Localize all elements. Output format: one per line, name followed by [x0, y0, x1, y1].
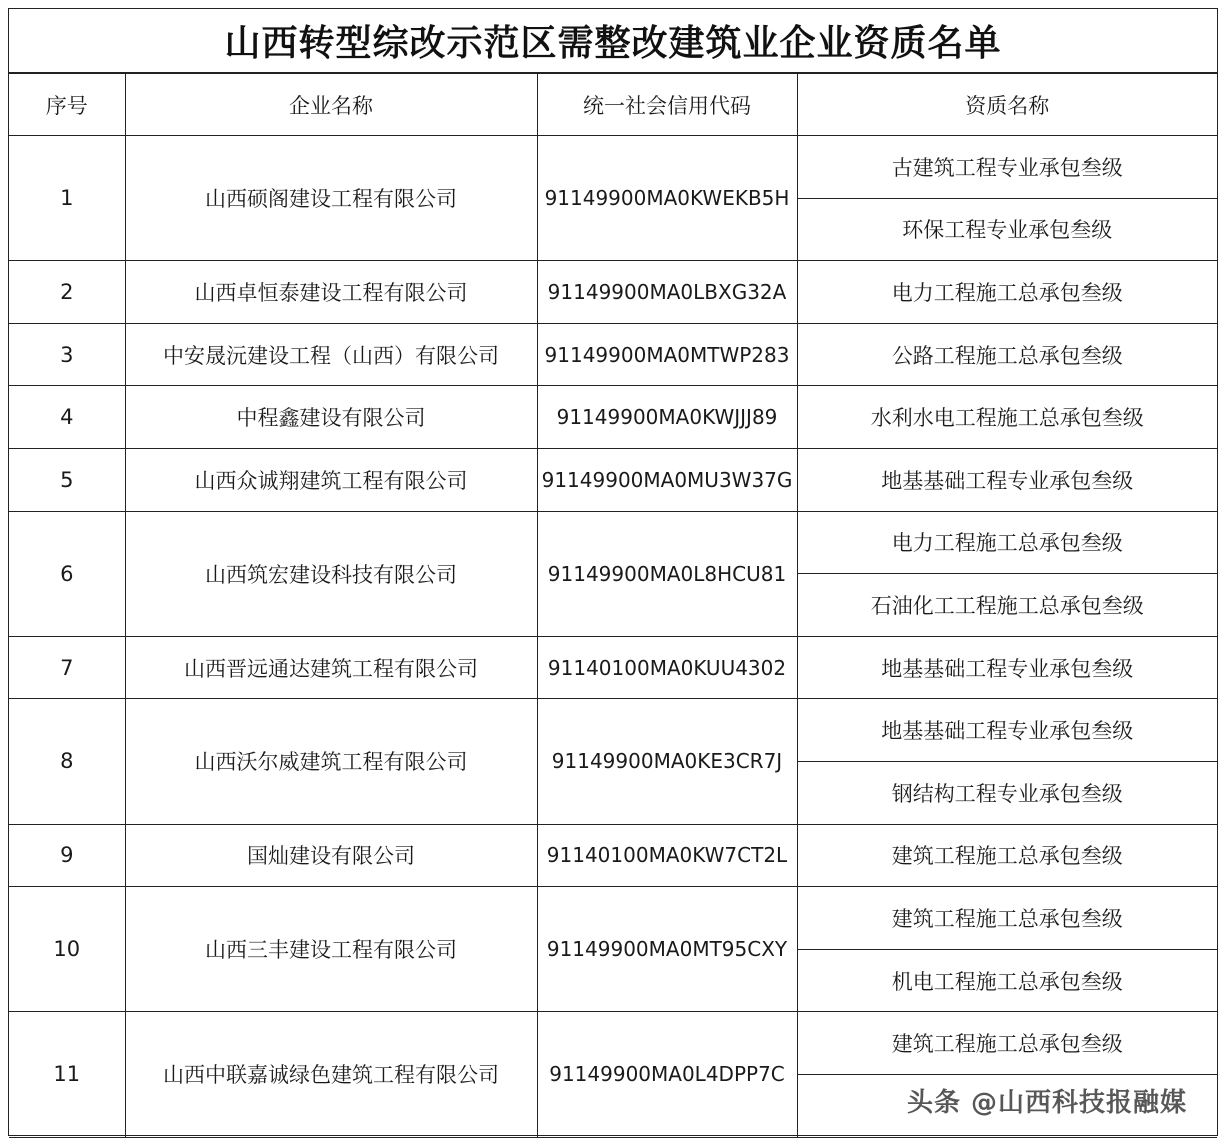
- row-credit-code: 91149900MA0MTWP283: [537, 323, 797, 386]
- row-index: 7: [9, 636, 125, 699]
- table-row: [9, 261, 1217, 324]
- row-company-name: 山西晋远通达建筑工程有限公司: [125, 636, 537, 699]
- header-index: 序号: [9, 74, 125, 136]
- table-body: [9, 136, 1217, 1138]
- row-qualification: 地基基础工程专业承包叁级: [797, 448, 1217, 511]
- row-index: 8: [9, 699, 125, 824]
- row-index: 11: [9, 1012, 125, 1137]
- table-row: [9, 699, 1217, 762]
- row-index: 9: [9, 824, 125, 887]
- row-company-name: 山西卓恒泰建设工程有限公司: [125, 261, 537, 324]
- row-index: 2: [9, 261, 125, 324]
- table-row: [9, 1012, 1217, 1075]
- table-row: [9, 448, 1217, 511]
- row-qualification: 钢结构工程专业承包叁级: [797, 761, 1217, 824]
- enterprise-table: [9, 73, 1217, 1138]
- row-credit-code: 91149900MA0MT95CXY: [537, 887, 797, 1012]
- table-row: [9, 323, 1217, 386]
- header-credit-code: 统一社会信用代码: [537, 74, 797, 136]
- row-credit-code: 91140100MA0KUU4302: [537, 636, 797, 699]
- row-company-name: 中安晟沅建设工程（山西）有限公司: [125, 323, 537, 386]
- row-qualification: 电力工程施工总承包叁级: [797, 511, 1217, 574]
- row-credit-code: 91149900MA0MU3W37G: [537, 448, 797, 511]
- row-index: 5: [9, 448, 125, 511]
- table-header-row: [9, 74, 1217, 136]
- row-company-name: 中程鑫建设有限公司: [125, 386, 537, 449]
- row-qualification: 建筑工程施工总承包叁级: [797, 1012, 1217, 1075]
- row-qualification: 环保工程专业承包叁级: [797, 198, 1217, 261]
- table-row: [9, 386, 1217, 449]
- row-qualification: 机电工程施工总承包叁级: [797, 949, 1217, 1012]
- row-company-name: 山西三丰建设工程有限公司: [125, 887, 537, 1012]
- row-credit-code: 91149900MA0LBXG32A: [537, 261, 797, 324]
- row-credit-code: 91149900MA0KWEKB5H: [537, 136, 797, 261]
- row-credit-code: 91149900MA0L4DPP7C: [537, 1012, 797, 1137]
- table-row: [9, 824, 1217, 887]
- row-index: 1: [9, 136, 125, 261]
- qualification-list-sheet: [8, 8, 1218, 1136]
- table-row: [9, 887, 1217, 950]
- row-qualification: 地基基础工程专业承包叁级: [797, 636, 1217, 699]
- table-row: [9, 136, 1217, 199]
- row-company-name: 山西众诚翔建筑工程有限公司: [125, 448, 537, 511]
- watermark: 头条 @山西科技报融媒: [899, 1080, 1195, 1121]
- row-qualification: 建筑工程施工总承包叁级: [797, 824, 1217, 887]
- row-index: 10: [9, 887, 125, 1012]
- row-qualification: 石油化工工程施工总承包叁级: [797, 574, 1217, 637]
- row-company-name: 山西硕阁建设工程有限公司: [125, 136, 537, 261]
- row-credit-code: 91149900MA0KWJJJ89: [537, 386, 797, 449]
- row-qualification: 古建筑工程专业承包叁级: [797, 136, 1217, 199]
- row-company-name: 国灿建设有限公司: [125, 824, 537, 887]
- row-credit-code: 91140100MA0KW7CT2L: [537, 824, 797, 887]
- page-title: 山西转型综改示范区需整改建筑业企业资质名单: [9, 9, 1217, 73]
- row-qualification: 建筑工程施工总承包叁级: [797, 887, 1217, 950]
- row-credit-code: 91149900MA0L8HCU81: [537, 511, 797, 636]
- table-row: [9, 511, 1217, 574]
- row-index: 4: [9, 386, 125, 449]
- row-qualification: 公路工程施工总承包叁级: [797, 323, 1217, 386]
- row-qualification: 水利水电工程施工总承包叁级: [797, 386, 1217, 449]
- row-index: 3: [9, 323, 125, 386]
- header-qualification: 资质名称: [797, 74, 1217, 136]
- row-company-name: 山西中联嘉诚绿色建筑工程有限公司: [125, 1012, 537, 1137]
- row-qualification: 地基基础工程专业承包叁级: [797, 699, 1217, 762]
- row-credit-code: 91149900MA0KE3CR7J: [537, 699, 797, 824]
- header-company-name: 企业名称: [125, 74, 537, 136]
- row-company-name: 山西沃尔威建筑工程有限公司: [125, 699, 537, 824]
- row-qualification: 电力工程施工总承包叁级: [797, 261, 1217, 324]
- table-row: [9, 636, 1217, 699]
- row-index: 6: [9, 511, 125, 636]
- row-company-name: 山西筑宏建设科技有限公司: [125, 511, 537, 636]
